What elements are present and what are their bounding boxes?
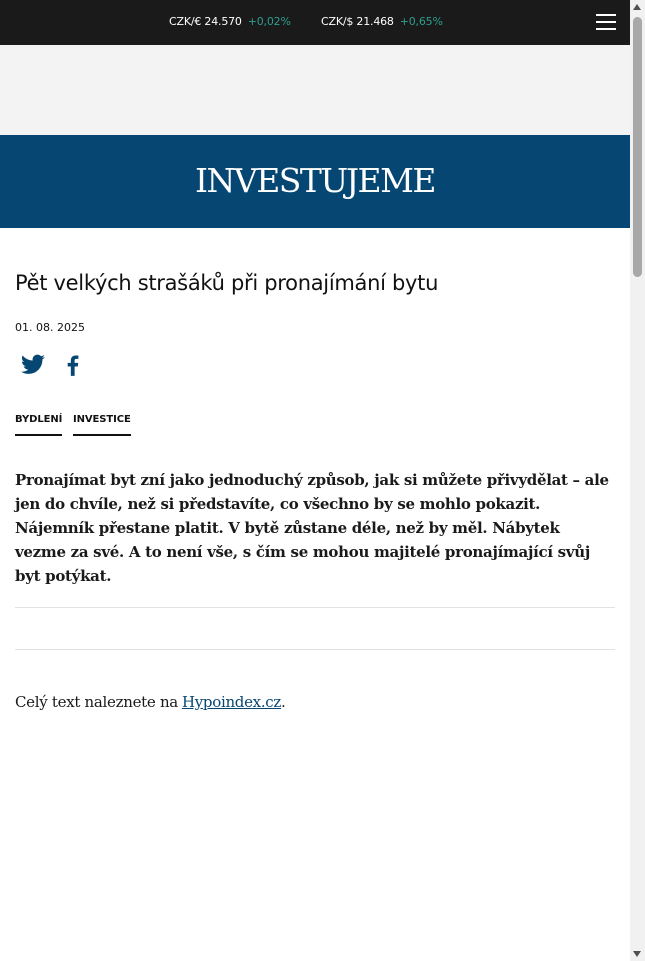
ticker-eur-change: +0,02%: [247, 15, 291, 28]
site-logo[interactable]: INVESTUJEME: [194, 161, 436, 200]
ad-space: [0, 45, 630, 135]
vertical-scrollbar[interactable]: [630, 0, 645, 961]
currency-ticker-bar: [0, 0, 630, 45]
hamburger-menu-icon[interactable]: [596, 14, 616, 31]
article-date: 01. 08. 2025: [15, 321, 85, 334]
facebook-icon-glyph: [60, 352, 86, 378]
twitter-icon[interactable]: [20, 352, 46, 378]
divider: [15, 649, 615, 650]
ticker-eur: [169, 15, 291, 28]
source-prefix: Celý text naleznete na: [15, 693, 178, 711]
brand-banner: [0, 135, 630, 228]
source-link[interactable]: Hypoindex.cz: [181, 693, 282, 711]
facebook-icon[interactable]: [60, 352, 86, 378]
scrollbar-thumb[interactable]: [633, 17, 642, 277]
scroll-up-icon[interactable]: [633, 4, 641, 10]
divider: [15, 607, 615, 608]
tag-investice[interactable]: INVESTICE: [73, 414, 131, 436]
ticker-eur-rate: CZK/€ 24.570: [169, 15, 242, 28]
twitter-icon-glyph: [20, 352, 46, 378]
scroll-down-icon[interactable]: [633, 951, 641, 957]
source-suffix: .: [281, 693, 286, 711]
article-title: Pět velkých strašáků při pronajímání bytu: [15, 271, 439, 295]
menu-line: [596, 21, 616, 23]
ticker-usd: [321, 15, 443, 28]
menu-line: [596, 14, 616, 16]
menu-line: [596, 28, 616, 30]
ticker-usd-rate: CZK/$ 21.468: [321, 15, 394, 28]
source-line: [15, 690, 285, 714]
article-perex: Pronajímat byt zní jako jednoduchý způsob, jak si můžete přivydělat – ale jen do chvíle, než si představíte, co všechno by se mohlo pokazit. Nájemník přestane platit. V bytě zůstane déle, než by měl. Nábytek vezme za své. A to není vše, s čím se mohou majitelé pronajímající svůj byt potýkat.: [15, 471, 609, 585]
tag-bydleni[interactable]: BYDLENÍ: [15, 414, 62, 436]
ticker-usd-change: +0,65%: [399, 15, 443, 28]
